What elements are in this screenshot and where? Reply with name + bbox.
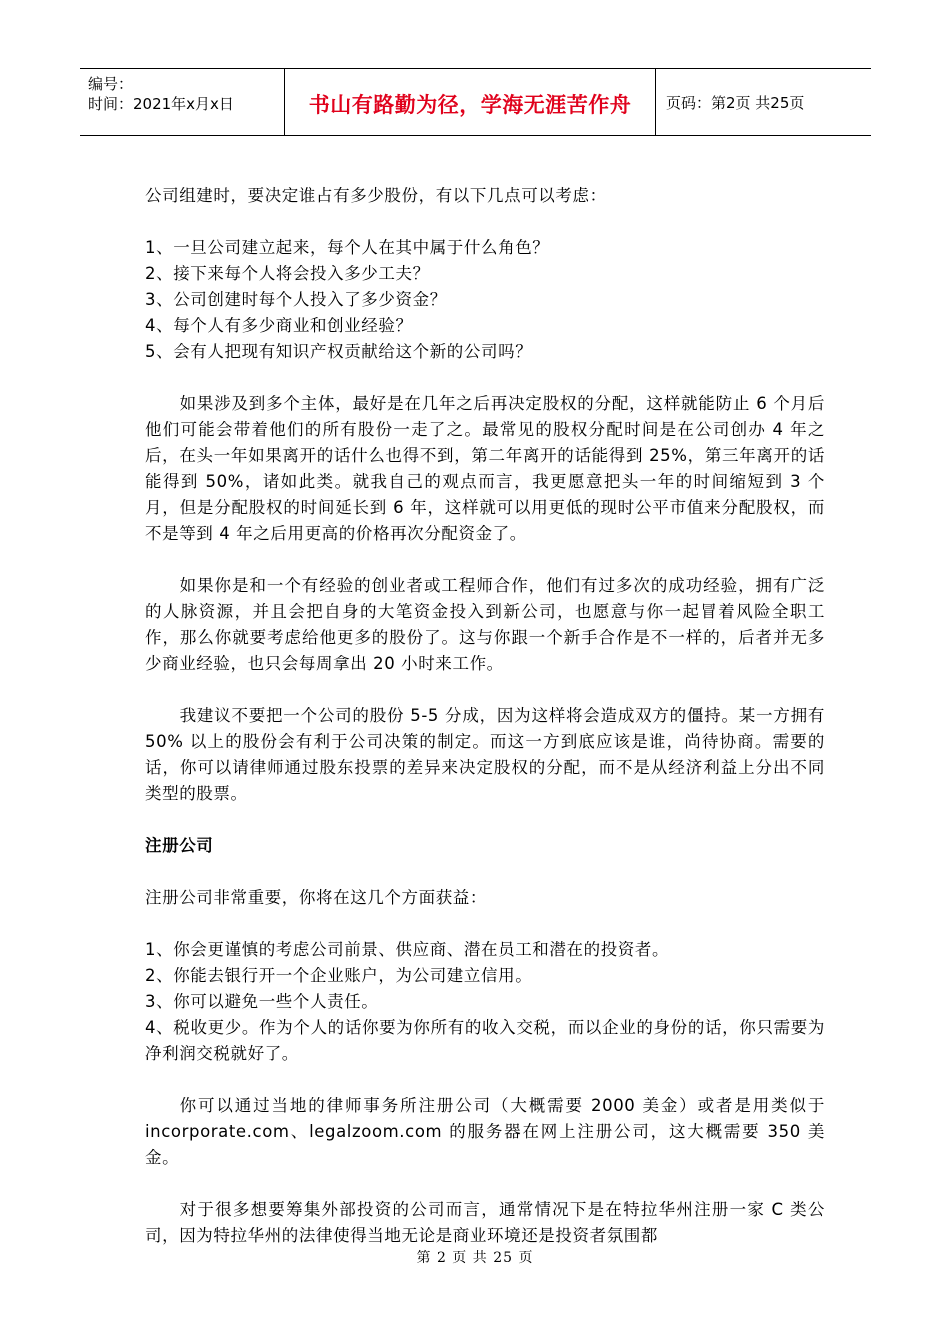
header-meta <box>88 74 234 114</box>
number-label: 编号： <box>88 75 134 93</box>
section-heading: 注册公司 <box>145 836 214 855</box>
header-divider <box>655 69 656 135</box>
list-item: 1、一旦公司建立起来，每个人在其中属于什么角色？ <box>145 238 550 257</box>
document-header <box>80 68 871 136</box>
page-footer: 第 2 页 共 25 页 <box>416 1250 534 1266</box>
list-item: 1、你会更谨慎的考虑公司前景、供应商、潜在员工和潜在的投资者。 <box>145 940 670 959</box>
header-page-info: 页码：第2页 共25页 <box>666 94 805 112</box>
list-item: 4、税收更少。作为个人的话你要为你所有的收入交税，而以企业的身份的话，你只需要为净利润交税就好了。 <box>145 1018 825 1063</box>
time-label: 时间：2021年x月x日 <box>88 95 234 113</box>
list-item: 3、公司创建时每个人投入了多少资金？ <box>145 290 447 309</box>
body-paragraph: 你可以通过当地的律师事务所注册公司（大概需要 2000 美金）或者是用类似于 incorporate.com、legalzoom.com 的服务器在网上注册公司，这大概需要 350 美金。 <box>145 1096 825 1167</box>
intro-paragraph: 公司组建时，要决定谁占有多少股份，有以下几点可以考虑： <box>145 186 607 205</box>
document-body <box>145 183 825 1249</box>
body-paragraph: 如果涉及到多个主体，最好是在几年之后再决定股权的分配，这样就能防止 6 个月后他们可能会带着他们的所有股份一走了之。最常见的股权分配时间是在公司创办 4 年之后，在头一年如果离开的话什么也得不到，第二年离开的话能得到 25%，第三年离开的话能得到 50%，诸如此类。就我自己的观点而言，我更愿意把头一年的时间缩短到 3 个月，但是分配股权的时间延长到 6 年，这样就可以用更低的现时公平市值来分配股权，而不是等到 4 年之后用更高的价格再次分配资金了。 <box>145 394 825 543</box>
body-paragraph: 对于很多想要筹集外部投资的公司而言，通常情况下是在特拉华州注册一家 C 类公司，因为特拉华州的法律使得当地无论是商业环境还是投资者氛围都 <box>145 1200 825 1245</box>
list-item: 2、接下来每个人将会投入多少工夫？ <box>145 264 430 283</box>
header-motto: 书山有路勤为径，学海无涯苦作舟 <box>308 93 632 117</box>
body-paragraph: 如果你是和一个有经验的创业者或工程师合作，他们有过多次的成功经验，拥有广泛的人脉资源，并且会把自身的大笔资金投入到新公司，也愿意与你一起冒着风险全职工作，那么你就要考虑给他更多的股份了。这与你跟一个新手合作是不一样的，后者并无多少商业经验，也只会每周拿出 20 小时来工作。 <box>145 576 825 673</box>
list-item: 4、每个人有多少商业和创业经验？ <box>145 316 413 335</box>
intro-paragraph: 注册公司非常重要，你将在这几个方面获益： <box>145 888 487 907</box>
list-item: 3、你可以避免一些个人责任。 <box>145 992 379 1011</box>
list-item: 2、你能去银行开一个企业账户，为公司建立信用。 <box>145 966 533 985</box>
list-item: 5、会有人把现有知识产权贡献给这个新的公司吗？ <box>145 342 533 361</box>
body-paragraph: 我建议不要把一个公司的股份 5-5 分成，因为这样将会造成双方的僵持。某一方拥有 50% 以上的股份会有利于公司决策的制定。而这一方到底应该是谁，尚待协商。需要的话，你可以请律师通过股东投票的差异来决定股权的分配，而不是从经济利益上分出不同类型的股票。 <box>145 706 825 803</box>
